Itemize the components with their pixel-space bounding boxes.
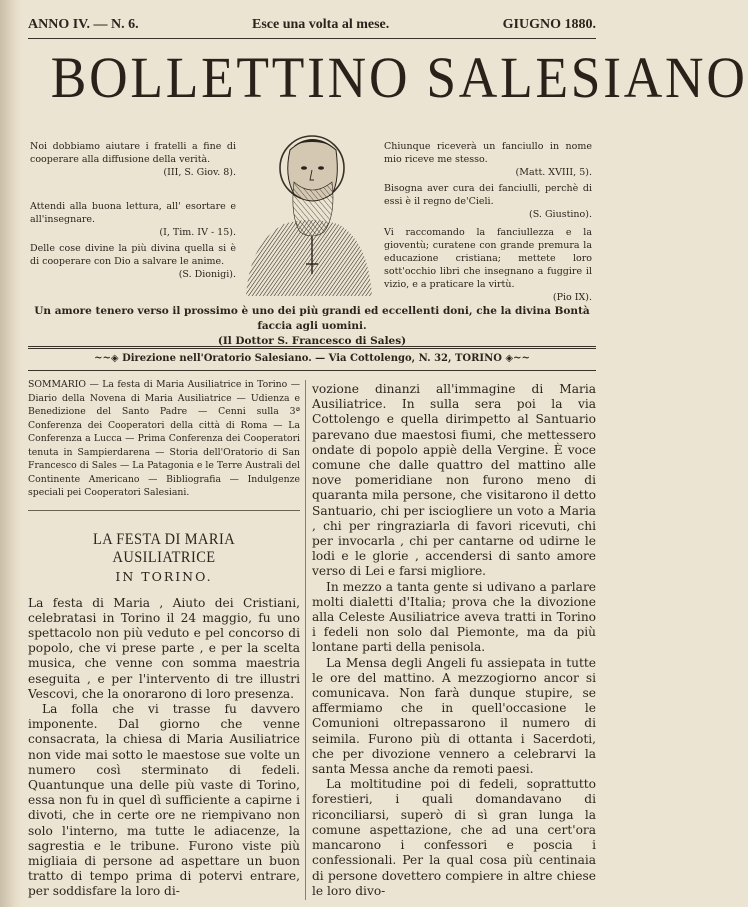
table-of-contents: SOMMARIO — La festa di Maria Ausiliatrice in Torino — Diario della Novena di Maria Ausiliatrice — Udienza e Benedizione del Santo Padre — Cenni sulla 3ª Conferenza dei Cooperatori della città di Roma — La Conferenza a Lucca — Prima Conferenza dei Cooperatori tenuta in Sampierdarena — Storia dell'Oratorio di San Francesco di Sales — La Patagonia e le Terre Australi del Continente Americano — Bibliografia — Indulgenze speciali pei Cooperatori Salesiani. (28, 379, 300, 498)
direction-text: Direzione nell'Oratorio Salesiano. — Via Cottolengo, N. 32, TORINO (122, 353, 502, 364)
quote-ref: (I, Tim. IV - 15). (159, 227, 236, 238)
quote-right-2 (384, 182, 592, 221)
quote-text: Bisogna aver cura dei fanciulli, perchè di essi è il regno de'Cieli. (384, 183, 592, 207)
motto (28, 304, 596, 349)
left-column (28, 378, 300, 900)
paragraph: La moltitudine poi di fedeli, soprattutto forestieri, i quali domandavano di riconciliarsi, superò di sì gran lunga la comune aspettazione, che ad una cert'ora mancarono i confessori e poscia i confessionali. Per la qual cosa più centinaia di persone dovettero compiere in altre chiese le loro divo- (312, 777, 596, 898)
motto-attribution: (Il Dottor S. Francesco di Sales) (217, 335, 407, 347)
article-title: LA FESTA DI MARIA AUSILIATRICE (92, 530, 236, 566)
paragraph: La festa di Maria , Aiuto dei Cristiani, celebratasi in Torino il 24 maggio, fu uno spettacolo non più veduto e pel concorso di popolo, che vi prese parte , e per la scelta musica, che venne con somma maestria eseguita , e per l'intervento di tre illustri Vescovi, che la onorarono di loro presenza. (28, 595, 300, 701)
binding-edge (0, 0, 22, 907)
direction-rule-bottom (28, 370, 596, 371)
quote-text: Vi raccomando la fanciullezza e la gioventù; curatene con grande premura la educazione cristiana; mettete loro sott'occhio libri che insegnano a fuggire il vizio, e a praticare la virtù. (384, 227, 592, 290)
direction-rule-top-thin (28, 348, 596, 349)
motto-text: Un amore tenero verso il prossimo è uno dei più grandi ed eccellenti doni, che la divina Bontà faccia agli uomini. (34, 305, 590, 332)
issue-number: ANNO IV. — N. 6. (28, 17, 139, 32)
quote-ref: (Matt. XVIII, 5). (515, 167, 592, 178)
quote-text: Chiunque riceverà un fanciullo in nome mio riceve me stesso. (384, 141, 592, 165)
right-column (312, 382, 596, 899)
portrait-engraving (244, 124, 374, 296)
direction-address (28, 352, 596, 366)
paragraph: vozione dinanzi all'immagine di Maria Ausiliatrice. In sulla sera poi la via Cottolengo e quella dirimpetto al Santuario parevano due maestosi fiumi, che mettessero ondate di popolo appiè della Vergine. È voce comune che dalle quattro del mattino alle nove pomeridiane non furono meno di quaranta mila persone, che visitarono il detto Santuario, chi per isciogliere un voto a Maria , chi per ringraziarla di favori ricevuti, chi per invocarla , chi per cantarne od udirne le lodi e le glorie , accendersi di santo amore verso di Lei e farsi migliore. (312, 382, 596, 579)
ornament-right-icon: ◈~~ (501, 353, 530, 364)
quote-left-1 (30, 140, 236, 179)
toc-separator (28, 510, 300, 511)
quote-ref: (S. Dionigi). (178, 269, 236, 280)
ornament-left-icon: ~~◈ (94, 353, 123, 364)
issue-header (28, 14, 596, 36)
issue-frequency: Esce una volta al mese. (251, 17, 390, 32)
quote-right-1 (384, 140, 592, 179)
column-divider (305, 380, 306, 900)
quote-text: Delle cose divine la più divina quella si è di cooperare con Dio a salvare le anime. (30, 243, 236, 267)
paragraph: La folla che vi trasse fu davvero imponente. Dal giorno che venne consacrata, la chiesa di Maria Ausiliatrice non vide mai sotto le maestose sue volte un numero così sterminato di fedeli. Quantunque una delle più vaste di Torino, essa non fu in quel dì sufficiente a capirne i divoti, che in certe ore ne riempivano non solo l'interno, ma tutte le adiacenze, la sagrestia e le tribune. Furono viste più migliaia di persone ad aspettare un buon tratto di tempo prima di potervi entrare, per soddisfare la loro di- (28, 701, 300, 899)
issue-date: GIUGNO 1880. (502, 17, 596, 32)
quote-text: Noi dobbiamo aiutare i fratelli a fine di cooperare alla diffusione della verità. (30, 141, 236, 165)
quote-left-2 (30, 200, 236, 239)
paragraph: La Mensa degli Angeli fu assiepata in tutte le ore del mattino. A mezzogiorno ancor si comunicava. Non farà dunque stupire, se affermiamo che in quell'occasione le Comunioni oltrepassarono il numero di seimila. Furono più di ottanta i Sacerdoti, che per divozione vennero a celebrarvi la santa Messa anche da remoti paesi. (312, 655, 596, 777)
quote-left-3 (30, 242, 236, 281)
quote-ref: (III, S. Giov. 8). (163, 167, 236, 178)
quote-right-3 (384, 226, 592, 304)
quote-text: Attendi alla buona lettura, all' esortare e all'insegnare. (30, 201, 236, 225)
masthead-title: BOLLETTINO SALESIANO (50, 45, 748, 110)
article-subtitle: IN TORINO. (115, 568, 213, 584)
quote-ref: (S. Giustino). (529, 209, 592, 220)
paragraph: In mezzo a tanta gente si udivano a parlare molti dialetti d'Italia; prova che la divozione alla Celeste Ausiliatrice aveva tratti in Torino i fedeli non solo dal Piemonte, ma da più lontane parti della penisola. (312, 579, 596, 655)
quote-ref: (Pio IX). (552, 292, 592, 303)
article-body-left (28, 596, 300, 900)
header-rule (28, 38, 596, 39)
direction-rule-top (28, 346, 596, 347)
